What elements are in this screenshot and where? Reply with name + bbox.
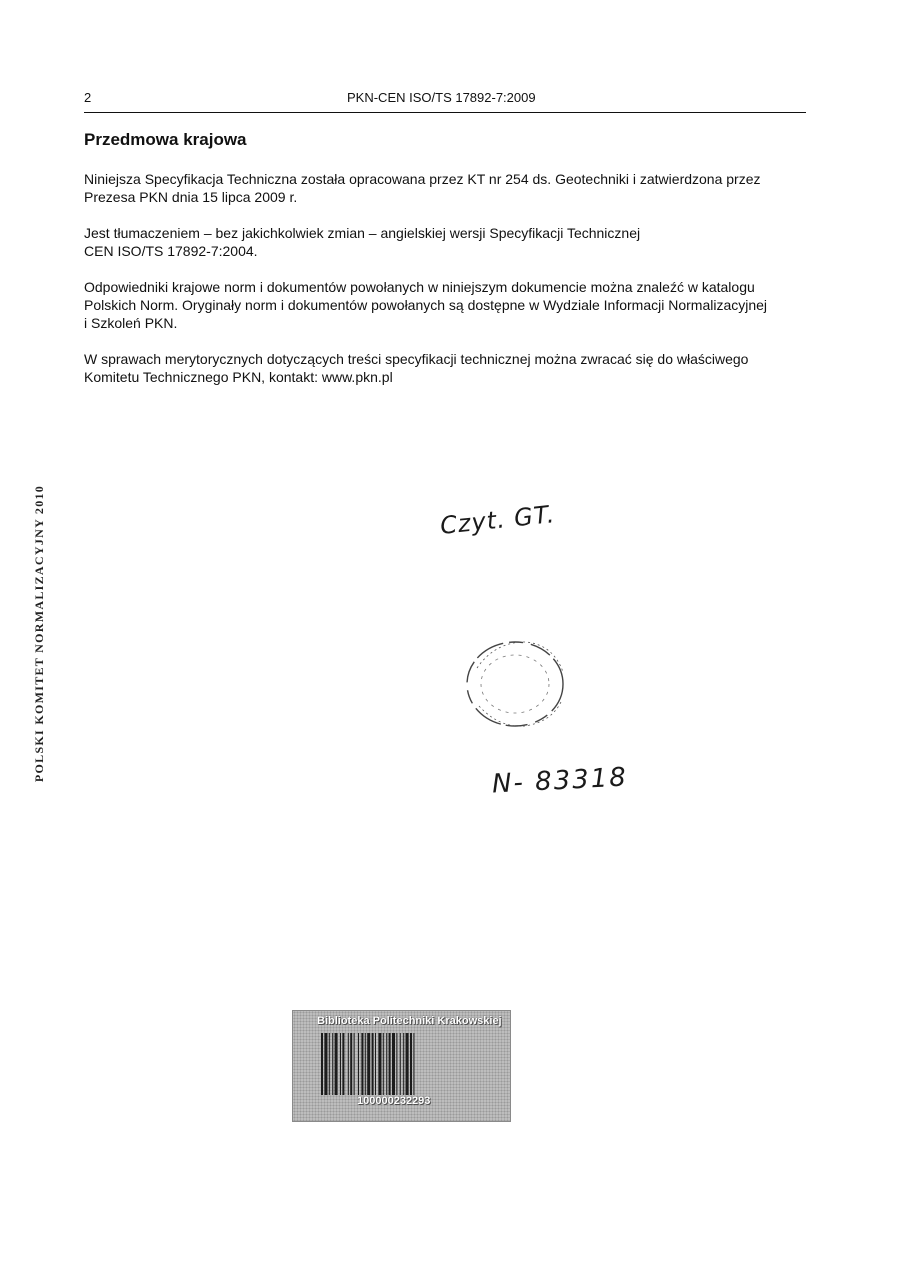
barcode-bar bbox=[365, 1033, 366, 1095]
paragraph-approval bbox=[84, 170, 806, 206]
barcode-bar bbox=[350, 1033, 352, 1095]
paragraph-line: W sprawach merytorycznych dotyczących treści specyfikacji technicznej można zwracać się do właściwego bbox=[84, 351, 749, 367]
library-stamp bbox=[455, 628, 579, 736]
barcode-bar bbox=[335, 1033, 338, 1095]
barcode-bar bbox=[413, 1033, 414, 1095]
barcode-bar bbox=[372, 1033, 374, 1095]
barcode-bar bbox=[361, 1033, 363, 1095]
paragraph-line: Polskich Norm. Oryginały norm i dokumentów powołanych są dostępne w Wydziale Informacji Normalizacyjnej bbox=[84, 297, 768, 313]
barcode-bar bbox=[348, 1033, 349, 1095]
paragraph-line: Niniejsza Specyfikacja Techniczna została opracowana przez KT nr 254 ds. Geotechniki i zatwierdzona przez bbox=[84, 171, 761, 187]
barcode-bar bbox=[375, 1033, 376, 1095]
handwritten-note: Czyt. GT. bbox=[438, 500, 557, 540]
paragraph-line: i Szkoleń PKN. bbox=[84, 315, 178, 331]
paragraph-translation bbox=[84, 224, 806, 260]
barcode-bar bbox=[392, 1033, 395, 1095]
barcode-bar bbox=[342, 1033, 344, 1095]
barcode-bar bbox=[358, 1033, 359, 1095]
barcode-bar bbox=[403, 1033, 404, 1095]
paragraph-line: Komitetu Technicznego PKN, kontakt: www.pkn.pl bbox=[84, 369, 393, 385]
barcode-label bbox=[292, 1010, 511, 1122]
foreword-body bbox=[84, 170, 806, 404]
barcode-bar bbox=[332, 1033, 333, 1095]
side-watermark bbox=[33, 462, 47, 804]
barcode-bar bbox=[321, 1033, 323, 1095]
section-title: Przedmowa krajowa bbox=[84, 130, 247, 149]
inventory-number: N- 83318 bbox=[491, 762, 629, 800]
barcode-bar bbox=[410, 1033, 412, 1095]
header-rule bbox=[84, 112, 806, 113]
side-watermark-text: POLSKI KOMITET NORMALIZACYJNY 2010 bbox=[32, 484, 47, 782]
barcode-bar bbox=[386, 1033, 387, 1095]
standard-identifier: PKN-CEN ISO/TS 17892-7:2009 bbox=[347, 90, 536, 105]
paragraph-line: CEN ISO/TS 17892-7:2004. bbox=[84, 243, 258, 259]
barcode-bar bbox=[354, 1033, 355, 1095]
paragraph-contact bbox=[84, 350, 806, 386]
barcode-bar bbox=[329, 1033, 330, 1095]
page-number: 2 bbox=[84, 90, 92, 105]
barcode-bar bbox=[378, 1033, 381, 1095]
paragraph-line: Jest tłumaczeniem – bez jakichkolwiek zmian – angielskiej wersji Specyfikacji Technicznej bbox=[84, 225, 641, 241]
barcode-bar bbox=[389, 1033, 391, 1095]
barcode-bar bbox=[400, 1033, 401, 1095]
barcode-bar bbox=[367, 1033, 370, 1095]
paragraph-line: Prezesa PKN dnia 15 lipca 2009 r. bbox=[84, 189, 298, 205]
barcode-bar bbox=[406, 1033, 409, 1095]
barcode-number: 100000232293 bbox=[357, 1095, 431, 1107]
barcode-bar bbox=[383, 1033, 384, 1095]
barcode-library-name: Biblioteka Politechniki Krakowskiej bbox=[317, 1015, 502, 1027]
barcode-bar bbox=[324, 1033, 327, 1095]
barcode-bar bbox=[340, 1033, 341, 1095]
barcode-bar bbox=[396, 1033, 397, 1095]
barcode-bars bbox=[319, 1033, 487, 1095]
paragraph-references bbox=[84, 278, 806, 332]
paragraph-line: Odpowiedniki krajowe norm i dokumentów powołanych w niniejszym dokumencie można znaleźć w katalogu bbox=[84, 279, 755, 295]
